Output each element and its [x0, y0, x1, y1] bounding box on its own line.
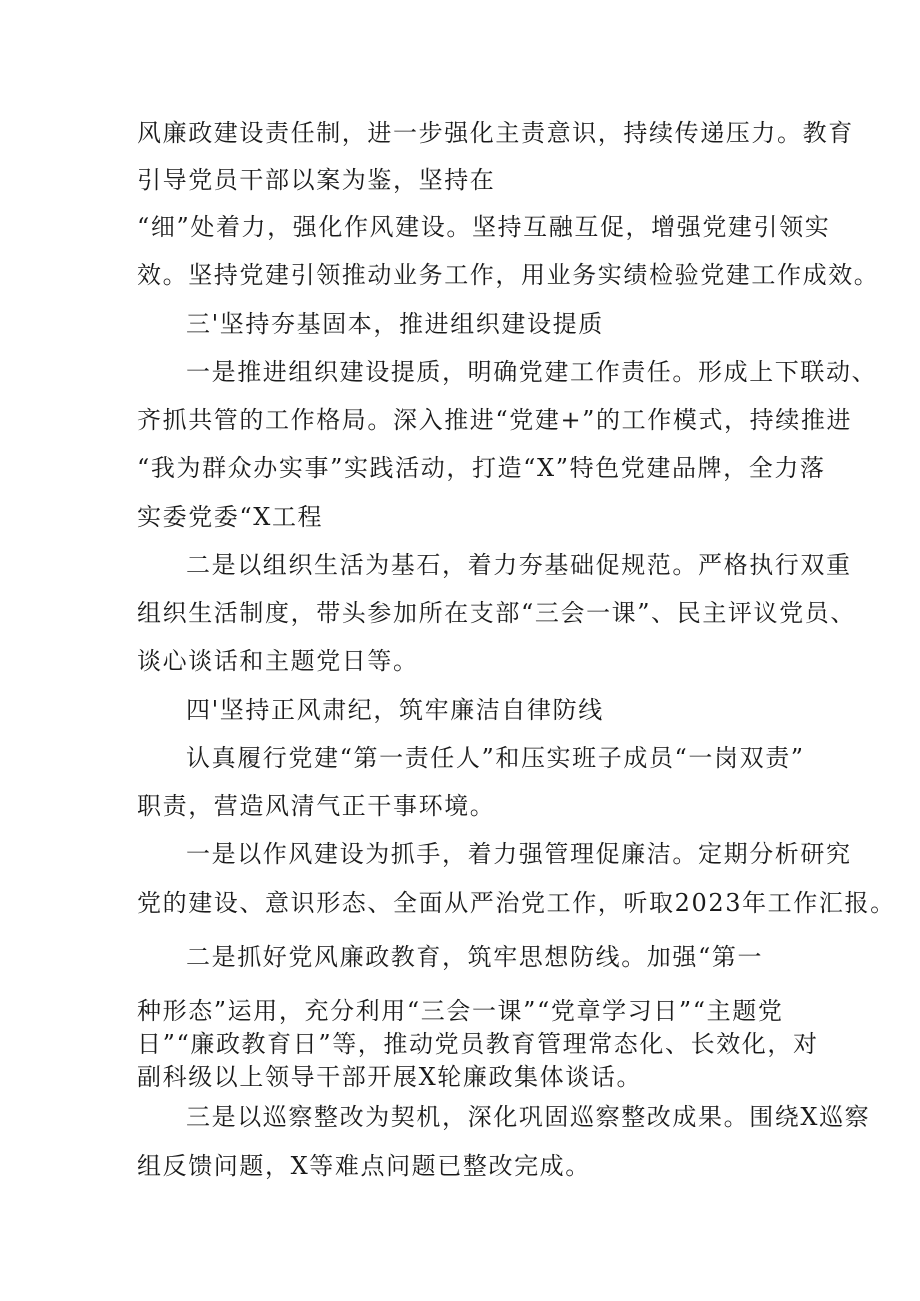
text-line: 职责，营造风清气正干事环境。 — [137, 792, 496, 820]
text-line: 组反馈问题，X等难点问题已整改完成。 — [137, 1152, 591, 1180]
text-line: 二是以组织生活为基石，着力夯基础促规范。严格执行双重 — [186, 551, 852, 579]
text-line: 风廉政建设责任制，进一步强化主责意识，持续传递压力。教育 — [137, 119, 854, 147]
text-line: 一是推进组织建设提质，明确党建工作责任。形成上下联动、 — [186, 358, 878, 386]
text-line: 认真履行党建“第一责任人”和压实班子成员“一岗双责” — [186, 744, 805, 772]
text-line: 党的建设、意识形态、全面从严治党工作，听取2023年工作汇报。 — [137, 889, 896, 917]
text-line: 齐抓共管的工作格局。深入推进“党建+”的工作模式，持续推进 — [137, 406, 853, 434]
text-line: 二是抓好党风廉政教育，筑牢思想防线。加强“第一 — [186, 943, 764, 971]
section-heading: 四'坚持正风肃纪，筑牢廉洁自律防线 — [186, 696, 604, 724]
text-line: “细”处着力，强化作风建设。坚持互融互促，增强党建引领实 — [137, 213, 831, 241]
text-line: 效。坚持党建引领推动业务工作，用业务实绩检验党建工作成效。 — [137, 261, 880, 289]
text-line: 三是以巡察整改为契机，深化巩固巡察整改成果。围绕X巡察 — [186, 1103, 871, 1131]
text-line: “我为群众办实事”实践活动，打造“X”特色党建品牌，全力落 — [137, 454, 826, 482]
text-line: 种形态”运用，充分利用“三会一课”“党章学习日”“主题党 — [137, 997, 784, 1025]
text-line: 日”“廉政教育日”等，推动党员教育管理常态化、长效化，对 — [137, 1030, 819, 1058]
text-line: 谈心谈话和主题党日等。 — [137, 647, 419, 675]
text-line: 一是以作风建设为抓手，着力强管理促廉洁。定期分析研究 — [186, 840, 852, 868]
text-line: 组织生活制度，带头参加所在支部“三会一课”、民主评议党员、 — [137, 599, 856, 627]
text-line: 实委党委“X工程 — [137, 503, 324, 531]
text-line: 引导党员干部以案为鉴，坚持在 — [137, 166, 496, 194]
text-line: 副科级以上领导干部开展X轮廉政集体谈话。 — [137, 1063, 643, 1091]
section-heading: 三'坚持夯基固本，推进组织建设提质 — [186, 310, 604, 338]
